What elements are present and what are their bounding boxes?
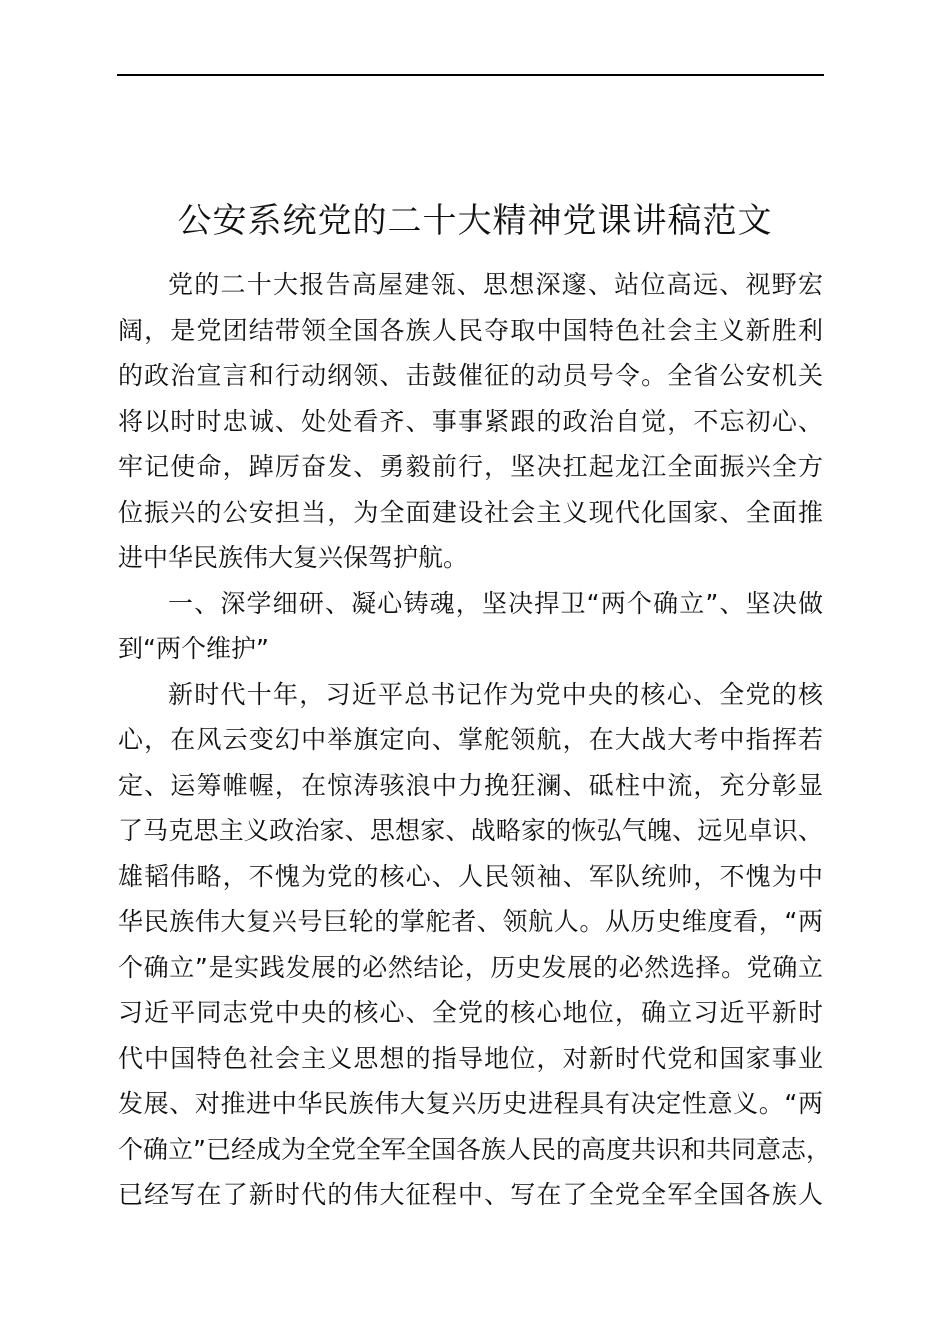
body-line: 了马克思主义政治家、思想家、战略家的恢弘气魄、远见卓识、 bbox=[118, 816, 823, 845]
body-line: 阔，是党团结带领全国各族人民夺取中国特色社会主义新胜利 bbox=[118, 315, 823, 345]
body-line: 牢记使命，踔厉奋发、勇毅前行，坚决扛起龙江全面振兴全方 bbox=[118, 452, 823, 481]
body-line: 华民族伟大复兴号巨轮的掌舵者、领航人。从历史维度看，“两 bbox=[118, 907, 823, 936]
body-line: 将以时时忠诚、处处看齐、事事紧跟的政治自觉，不忘初心、 bbox=[118, 406, 823, 436]
body-line: 一、深学细研、凝心铸魂，坚决捍卫“两个确立”、坚决做 bbox=[168, 588, 823, 618]
body-line: 心，在风云变幻中举旗定向、掌舵领航，在大战大考中指挥若 bbox=[118, 725, 823, 754]
body-line: 进中华民族伟大复兴保驾护航。 bbox=[118, 543, 469, 572]
body-line: 代中国特色社会主义思想的指导地位，对新时代党和国家事业 bbox=[118, 1043, 823, 1073]
body-line: 新时代十年，习近平总书记作为党中央的核心、全党的核 bbox=[168, 679, 823, 709]
body-line: 个确立”是实践发展的必然结论，历史发展的必然选择。党确立 bbox=[118, 952, 823, 982]
body-line: 定、运筹帷幄，在惊涛骇浪中力挽狂澜、砥柱中流，充分彰显 bbox=[118, 770, 823, 800]
body-line: 个确立”已经成为全党全军全国各族人民的高度共识和共同意志， bbox=[118, 1134, 831, 1164]
body-line: 发展、对推进中华民族伟大复兴历史进程具有决定性意义。“两 bbox=[118, 1089, 823, 1118]
header-rule bbox=[117, 74, 824, 76]
body-line: 雄韬伟略，不愧为党的核心、人民领袖、军队统帅，不愧为中 bbox=[118, 861, 823, 891]
body-line: 的政治宣言和行动纲领、击鼓催征的动员号令。全省公安机关 bbox=[118, 361, 823, 390]
body-line: 已经写在了新时代的伟大征程中、写在了全党全军全国各族人 bbox=[118, 1180, 823, 1209]
body-line: 位振兴的公安担当，为全面建设社会主义现代化国家、全面推 bbox=[118, 497, 823, 527]
document-title: 公安系统党的二十大精神党课讲稿范文 bbox=[177, 201, 773, 241]
body-line: 习近平同志党中央的核心、全党的核心地位，确立习近平新时 bbox=[118, 998, 823, 1027]
document-body bbox=[118, 262, 831, 1218]
body-line: 党的二十大报告高屋建瓴、思想深邃、站位高远、视野宏 bbox=[168, 270, 823, 299]
body-line: 到“两个维护” bbox=[118, 634, 269, 663]
